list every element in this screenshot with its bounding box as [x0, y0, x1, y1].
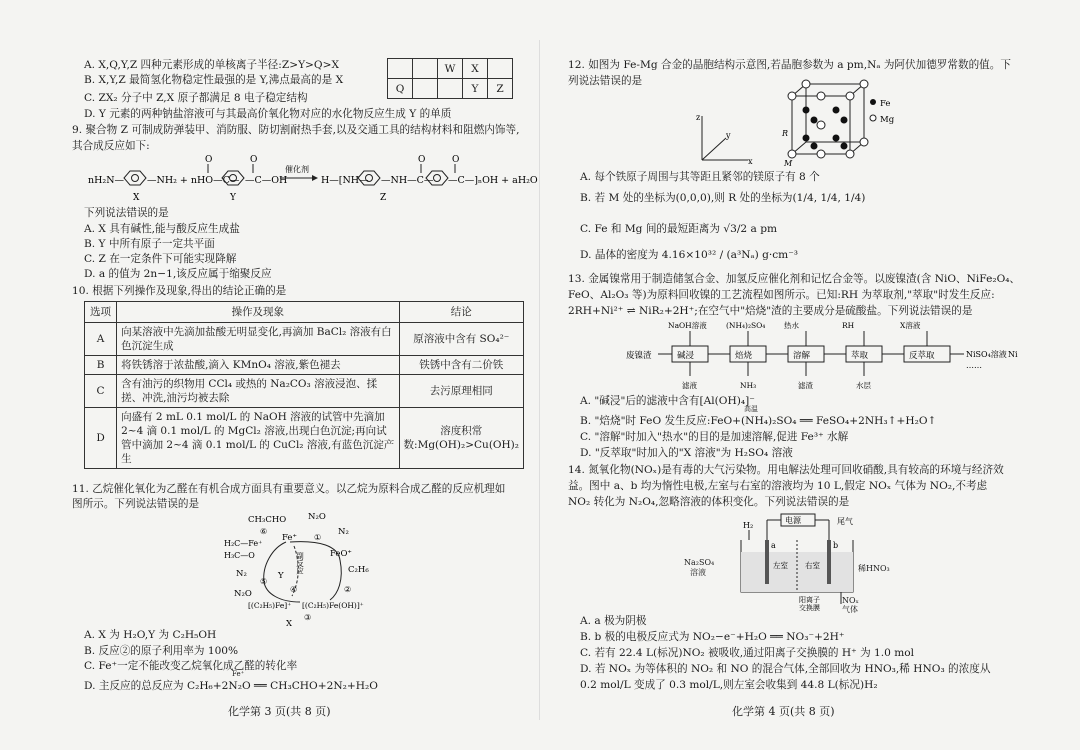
grid-cell — [413, 79, 438, 99]
mg-atom — [846, 92, 854, 100]
step-5: ⑤ — [260, 577, 268, 586]
table-header-row — [85, 302, 524, 323]
q14-option-b: B. b 极的电极反应式为 NO₂−e⁻+H₂O ══ NO₃⁻+2H⁺ — [580, 631, 845, 643]
grid-cell — [438, 79, 463, 99]
q9-prompt: 下列说法错误的是 — [84, 207, 169, 219]
reaction-text: —NH₂ + nHO—C— — [147, 175, 240, 186]
electrode-a-label: a — [771, 541, 776, 550]
left-room-label: 左室 — [773, 561, 788, 570]
label-m: M — [784, 159, 793, 168]
reaction-text: H—[NH— — [321, 175, 369, 186]
q14-option-c: C. 若有 22.4 L(标况)NO₂ 被吸收,通过阳离子交换膜的 H⁺ 为 1.0 mol — [580, 647, 915, 659]
label-y: Y — [230, 193, 236, 203]
cell-option: B — [85, 356, 117, 375]
species-ch3cho: CH₃CHO — [248, 515, 287, 525]
legend-mg-dot — [870, 115, 876, 121]
q9-option-b: B. Y 中所有原子一定共平面 — [84, 238, 215, 250]
gas-label: NOₓ — [842, 596, 859, 605]
carbonyl-o: O — [452, 155, 460, 165]
electrode-a — [765, 540, 769, 584]
q12-crystal-diagram — [690, 80, 900, 168]
h2-label: H₂ — [743, 521, 754, 530]
flow-reagent-label: X溶液 — [900, 321, 921, 330]
cell-option: A — [85, 323, 117, 356]
axis-label-z: z — [696, 113, 701, 122]
species-feo-plus: FeO⁺ — [330, 549, 352, 559]
carbonyl-o: O — [418, 155, 426, 165]
flow-reagent-label: (NH₄)₂SO₄ — [726, 321, 766, 330]
grid-cell: Q — [388, 79, 413, 99]
q13-option-a: A. "碱浸"后的滤液中含有[Al(OH)₄]⁻ — [580, 395, 755, 407]
q13-flowchart — [620, 318, 1020, 392]
axis-y — [702, 138, 726, 160]
col-header: 选项 — [85, 302, 117, 323]
q8-option-c: C. ZX₂ 分子中 Z,X 原子都满足 8 电子稳定结构 — [84, 92, 308, 104]
table-row — [85, 408, 524, 469]
q11-option-a: A. X 为 H₂O,Y 为 C₂H₅OH — [84, 629, 217, 641]
carbonyl-o: O — [205, 155, 213, 165]
q12-option-b: B. 若 M 处的坐标为(0,0,0),则 R 处的坐标为(1/4, 1/4, 1/4) — [580, 192, 866, 204]
bracket-top: H₂C—Fe⁺ — [224, 539, 263, 548]
legend-fe: Fe — [880, 99, 891, 109]
species-c2h6: C₂H₆ — [348, 565, 369, 575]
legend-mg: Mg — [880, 115, 895, 125]
reaction-text: —C—OH — [245, 175, 288, 186]
mg-atom — [788, 150, 796, 158]
flow-reagent-label: RH — [842, 321, 855, 330]
q14-stem-line2: 益。图中 a、b 均为惰性电极,左室与右室的溶液均为 10 L,假定 NOₓ 气体为 NO₂,不考虑 — [568, 480, 988, 492]
mg-atom — [846, 150, 854, 158]
flow-reagent-label: NaOH溶液 — [668, 321, 707, 330]
page-footer: 化学第 3 页(共 8 页) — [228, 705, 331, 718]
cell-operation: 将铁锈溶于浓盐酸,滴入 KMnO₄ 溶液,紫色褪去 — [117, 356, 399, 375]
species-fe-plus: Fe⁺ — [282, 533, 297, 543]
cell-conclusion: 去污原理相同 — [399, 375, 523, 408]
right-solution-label: 稀HNO₃ — [858, 564, 890, 573]
label-r: R — [782, 129, 789, 138]
q11-mechanism-diagram — [220, 510, 410, 628]
species-n2o-left: N₂O — [234, 589, 252, 599]
q11-d-catalyst: Fe⁺ — [232, 670, 245, 678]
table-row — [85, 323, 524, 356]
flow-output-label: NH₃ — [740, 381, 757, 390]
fe-atom — [841, 117, 848, 124]
left-solution-label: Na₂SO₄ — [684, 558, 715, 567]
reaction-text: —NH—C— — [381, 175, 434, 186]
right-room-label: 右室 — [805, 561, 820, 570]
step-2: ② — [344, 585, 352, 594]
cell-conclusion: 原溶液中含有 SO₄²⁻ — [399, 323, 523, 356]
cell-operation: 向某溶液中先滴加盐酸无明显变化,再滴加 BaCl₂ 溶液有白色沉淀生成 — [117, 323, 399, 356]
table-row — [85, 356, 524, 375]
q9-option-a: A. X 具有碱性,能与酸反应生成盐 — [84, 223, 240, 235]
cell-option: D — [85, 408, 117, 469]
step-4: ④ — [290, 585, 298, 594]
q13-option-c: C. "溶解"时加入"热水"的目的是加速溶解,促进 Fe³⁺ 水解 — [580, 431, 849, 443]
ring-circle — [132, 175, 139, 182]
q8-option-d: D. Y 元素的两种钠盐溶液可与其最高价氧化物对应的水化物反应生成 Y 的单质 — [84, 108, 452, 120]
species-x: X — [286, 619, 293, 629]
q9-option-c: C. Z 在一定条件下可能实现降解 — [84, 253, 237, 265]
fe-atom — [803, 107, 810, 114]
q12-option-c: C. Fe 和 Mg 间的最短距离为 √3/2 a pm — [580, 223, 778, 235]
q10-stem: 10. 根据下列操作及现象,得出的结论正确的是 — [72, 285, 287, 297]
ring-circle — [434, 175, 441, 182]
q14-electrolysis-diagram — [725, 512, 885, 610]
bracket-bottom: H₃C—O — [224, 551, 255, 560]
q12-option-d: D. 晶体的密度为 4.16×10³² / (a³Nₐ) g·cm⁻³ — [580, 249, 799, 261]
q11-option-b: B. 反应②的原子利用率为 100% — [84, 645, 239, 657]
power-label: 电源 — [785, 516, 801, 525]
flow-start: 废镍渣 — [626, 351, 652, 361]
fe-atom — [833, 135, 840, 142]
q13-b-condition: 高温 — [744, 405, 758, 413]
species-n2o: N₂O — [308, 512, 326, 522]
gas-label-2: 气体 — [842, 605, 858, 614]
q12-option-a: A. 每个铁原子周围与其等距且紧邻的镁原子有 8 个 — [580, 171, 820, 183]
page-4 — [540, 0, 1080, 750]
flow-reagent-label: 热水 — [784, 321, 799, 330]
q13-stem-line1: 13. 金属镍常用于制造储氢合金、加氢反应催化剂和记忆合金等。以废镍渣(含 NiO、NiFe₂O₄、 — [568, 273, 1021, 285]
reaction-text: nH₂N— — [88, 175, 125, 186]
q14-option-d-line2: 0.2 mol/L 变成了 0.3 mol/L,则左室会收集到 44.8 L(标况)H₂ — [580, 679, 878, 691]
grid-cell — [488, 59, 513, 79]
mg-atom — [817, 150, 825, 158]
q11-stem-line2: 图所示。下列说法错误的是 — [72, 498, 200, 510]
q9-stem-line1: 9. 聚合物 Z 可制成防弹装甲、消防服、防切割耐热手套,以及交通工具的结构材料和阻燃内饰等, — [72, 124, 520, 136]
q13-option-d: D. "反萃取"时加入的"X 溶液"为 H₂SO₄ 溶液 — [580, 447, 793, 459]
q13-stem-line2: FeO、Al₂O₃ 等)为原料回收镍的工艺流程如图所示。已知:RH 为萃取剂,"萃取"时发生反应: — [568, 289, 995, 301]
q13-stem-line3: 2RH+Ni²⁺ ⇌ NiR₂+2H⁺;在空气中"焙烧"渣的主要成分是硫酸盐。下列说法错误的是 — [568, 305, 973, 317]
carbonyl-o: O — [250, 155, 258, 165]
q14-option-a: A. a 极为阴极 — [580, 615, 647, 627]
cell-option: C — [85, 375, 117, 408]
species-n2-left: N₂ — [236, 569, 247, 579]
fe-atom — [803, 135, 810, 142]
q12-stem-line1: 12. 如图为 Fe-Mg 合金的晶胞结构示意图,若晶胞参数为 a pm,Nₐ 为阿伏加德罗常数的值。下 — [568, 59, 1011, 71]
fe-atom — [833, 107, 840, 114]
page-footer: 化学第 4 页(共 8 页) — [732, 705, 835, 718]
fe-atom — [841, 143, 848, 150]
mg-atom — [817, 92, 825, 100]
grid-cell: Z — [488, 79, 513, 99]
side-reaction-label: 副反应 — [295, 552, 305, 575]
flow-step-label: 溶解 — [793, 351, 811, 361]
periodic-grid — [387, 58, 513, 99]
reaction-text: —C—]ₙOH + aH₂O — [448, 175, 538, 186]
step-6: ⑥ — [260, 527, 268, 536]
complex-b: [(C₂H₅)Fe(OH)]⁺ — [302, 601, 364, 610]
col-header: 操作及现象 — [117, 302, 399, 323]
flow-final: Ni — [1008, 350, 1018, 359]
grid-cell — [413, 59, 438, 79]
step-3: ③ — [304, 613, 312, 622]
col-header: 结论 — [399, 302, 523, 323]
species-y: Y — [278, 571, 284, 581]
table-row — [85, 375, 524, 408]
mg-atom — [788, 92, 796, 100]
species-n2: N₂ — [338, 527, 349, 537]
flow-step-label: 碱浸 — [677, 351, 695, 361]
grid-cell: Y — [463, 79, 488, 99]
arrow-head — [312, 175, 318, 181]
mg-atom — [860, 138, 868, 146]
q8-option-b: B. X,Y,Z 最简氢化物稳定性最强的是 Y,沸点最高的是 X — [84, 74, 344, 86]
grid-cell — [388, 59, 413, 79]
flow-step-label: 反萃取 — [909, 351, 935, 361]
left-solution-label-2: 溶液 — [690, 568, 706, 577]
axis-label-y: y — [726, 131, 731, 140]
q8-option-a: A. X,Q,Y,Z 四种元素形成的单核离子半径:Z>Y>Q>X — [84, 59, 340, 71]
mg-atom — [860, 80, 868, 88]
cell-operation: 向盛有 2 mL 0.1 mol/L 的 NaOH 溶液的试管中先滴加 2~4 滴 0.1 mol/L 的 MgCl₂ 溶液,出现白色沉淀;再向试管中滴加 2~4 滴 0.1 mol/L 的 CuCl₂ 溶液,有蓝色沉淀产生 — [117, 408, 399, 469]
flow-output-label: 水层 — [856, 381, 871, 390]
q11-option-d: D. 主反应的总反应为 C₂H₆+2N₂O ══ CH₃CHO+2N₂+H₂O — [84, 680, 378, 692]
q14-stem-line1: 14. 氮氧化物(NOₓ)是有毒的大气污染物。用电解法处理可回收硝酸,具有较高的环境与经济效 — [568, 464, 1004, 476]
complex-a: [(C₂H₅)Fe]⁺ — [248, 601, 292, 610]
catalyst-label: 催化剂 — [285, 165, 309, 174]
q11-stem-line1: 11. 乙烷催化氧化为乙醛在有机合成方面具有重要意义。以乙烷为原料合成乙醛的反应机理如 — [72, 483, 506, 495]
grid-cell: W — [438, 59, 463, 79]
mg-atom — [817, 121, 825, 129]
electrode-b-label: b — [833, 541, 839, 550]
q14-stem-line3: NO₂ 转化为 N₂O₄,忽略溶液的体积变化。下列说法错误的是 — [568, 496, 850, 508]
axis-label-x: x — [748, 157, 753, 166]
mg-atom — [802, 80, 810, 88]
flow-output-label: 滤液 — [682, 381, 697, 390]
flow-step-label: 焙烧 — [735, 351, 753, 361]
step-1: ① — [314, 533, 322, 542]
flow-output-label: 滤渣 — [798, 381, 813, 390]
cell-operation: 含有油污的织物用 CCl₄ 或热的 Na₂CO₃ 溶液浸泡、揉搓、冲洗,油污均被去除 — [117, 375, 399, 408]
label-x: X — [133, 193, 140, 203]
q10-table — [84, 301, 524, 469]
legend-fe-dot — [870, 99, 876, 105]
grid-cell: X — [463, 59, 488, 79]
label-z: Z — [380, 193, 387, 203]
q9-reaction-diagram — [80, 154, 538, 204]
q11-option-c: C. Fe⁺一定不能改变乙烷氧化成乙醛的转化率 — [84, 660, 298, 672]
flow-dots: …… — [966, 361, 982, 370]
tail-gas-label: 尾气 — [837, 517, 853, 526]
fe-atom — [811, 143, 818, 150]
electrode-b — [827, 540, 831, 584]
benzene-ring — [124, 171, 146, 185]
cell-conclusion: 铁锈中含有二价铁 — [399, 356, 523, 375]
cell-conclusion: 溶度积常数:Mg(OH)₂>Cu(OH)₂ — [399, 408, 523, 469]
flow-step-label: 萃取 — [851, 351, 869, 361]
flow-product: NiSO₄溶液 — [966, 350, 1007, 359]
membrane-label-2: 交换膜 — [799, 604, 820, 612]
q13-option-b: B. "焙烧"时 FeO 发生反应:FeO+(NH₄)₂SO₄ ══ FeSO₄+2NH₃↑+H₂O↑ — [580, 415, 937, 427]
q14-option-d-line1: D. 若 NOₓ 为等体积的 NO₂ 和 NO 的混合气体,全部回收为 HNO₃,稀 HNO₃ 的浓度从 — [580, 663, 991, 675]
q9-stem-line2: 其合成反应如下: — [72, 140, 150, 152]
fe-atom — [811, 117, 818, 124]
q9-option-d: D. a 的值为 2n−1,该反应属于缩聚反应 — [84, 268, 272, 280]
membrane-label: 阳离子 — [799, 596, 820, 604]
q12-stem-line2: 列说法错误的是 — [568, 75, 643, 87]
